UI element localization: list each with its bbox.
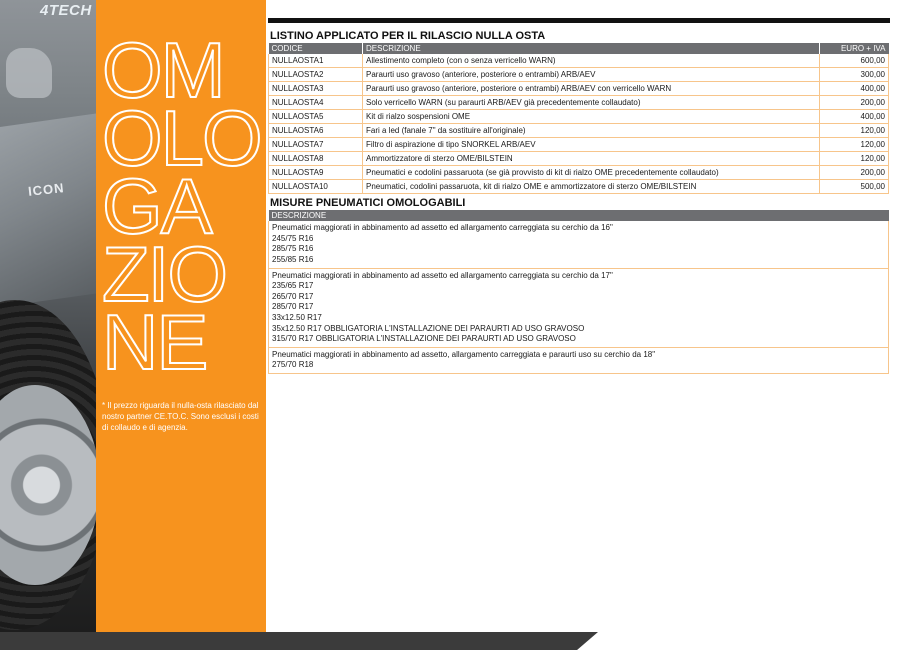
- cell-prezzo: 600,00: [820, 54, 889, 68]
- price-footnote: * Il prezzo riguarda il nulla-osta rilasciato dal nostro partner CE.TO.C. Sono esclusi i costi di collaudo e di agenzia.: [102, 401, 259, 432]
- cell-prezzo: 200,00: [820, 166, 889, 180]
- heading-line: OM: [102, 26, 224, 114]
- cell-codice: NULLAOSTA9: [269, 166, 363, 180]
- tyre-size-line: 35x12.50 R17 OBBLIGATORIA L'INSTALLAZIONE DEI PARAURTI AD USO GRAVOSO: [272, 323, 585, 333]
- tyre-size-line: 255/85 R16: [272, 255, 314, 265]
- tyre-size-line: 275/70 R18: [272, 360, 314, 370]
- tyre-size-line: Pneumatici maggiorati in abbinamento ad assetto, allargamento carreggiata e paraurti uso su cerchio da 18": [272, 349, 656, 359]
- cell-codice: NULLAOSTA4: [269, 96, 363, 110]
- table-row: [269, 152, 889, 166]
- cell-descrizione: Filtro di aspirazione di tipo SNORKEL ARB/AEV: [363, 138, 820, 152]
- main-content: [268, 27, 889, 374]
- column-header-euro-iva: EURO + IVA: [820, 43, 889, 54]
- cell-codice: NULLAOSTA1: [269, 54, 363, 68]
- cell-descrizione: Paraurti uso gravoso (anteriore, posteriore o entrambi) ARB/AEV con verricello WARN: [363, 82, 820, 96]
- table-row: [269, 221, 889, 268]
- table-row: [269, 347, 889, 373]
- tyre-size-line: Pneumatici maggiorati in abbinamento ad assetto ed allargamento carreggiata su cerchio da 17": [272, 270, 613, 280]
- bottom-dark-strip: [0, 632, 598, 650]
- tyre-size-line: 315/70 R17 OBBLIGATORIA L'INSTALLAZIONE DEI PARAURTI AD USO GRAVOSO: [272, 334, 576, 344]
- listino-body: [269, 54, 889, 194]
- cell-codice: NULLAOSTA5: [269, 110, 363, 124]
- table-row: [269, 82, 889, 96]
- heading-line: ZIO: [102, 230, 226, 318]
- cell-codice: NULLAOSTA2: [269, 68, 363, 82]
- tyre-size-line: 245/75 R16: [272, 233, 314, 243]
- cell-descrizione: Pneumatici e codolini passaruota (se già provvisto di kit di rialzo OME precedentemente collaudato): [363, 166, 820, 180]
- cell-prezzo: 400,00: [820, 82, 889, 96]
- cell-codice: NULLAOSTA3: [269, 82, 363, 96]
- tyre-size-line: 33x12.50 R17: [272, 313, 322, 323]
- table-row: [269, 138, 889, 152]
- table-row: [269, 96, 889, 110]
- cell-codice: NULLAOSTA6: [269, 124, 363, 138]
- table-row: [269, 180, 889, 194]
- table-row: [269, 68, 889, 82]
- cell-descrizione: Fari a led (fanale 7" da sostituire all'originale): [363, 124, 820, 138]
- column-header-codice: CODICE: [269, 43, 363, 54]
- misure-body: [269, 221, 889, 373]
- misure-table: [268, 210, 889, 374]
- tyre-size-line: 285/75 R16: [272, 244, 314, 254]
- tyre-size-line: 235/65 R17: [272, 281, 314, 291]
- column-header-descrizione: DESCRIZIONE: [269, 210, 889, 221]
- cell-descrizione: Ammortizzatore di sterzo OME/BILSTEIN: [363, 152, 820, 166]
- cell-misure: [269, 221, 889, 268]
- tyre-size-line: Pneumatici maggiorati in abbinamento ad assetto ed allargamento carreggiata su cerchio da 16": [272, 223, 613, 233]
- cell-misure: [269, 347, 889, 373]
- table-row: [269, 110, 889, 124]
- cell-misure: [269, 268, 889, 347]
- cell-prezzo: 120,00: [820, 124, 889, 138]
- jeep-photo: [0, 0, 96, 650]
- misure-title: MISURE PNEUMATICI OMOLOGABILI: [270, 197, 466, 210]
- cell-codice: NULLAOSTA7: [269, 138, 363, 152]
- photo-badge-text: ICON: [27, 180, 66, 199]
- vehicle-hood-shape: [0, 112, 96, 309]
- cell-descrizione: Allestimento completo (con o senza verricello WARN): [363, 54, 820, 68]
- photo-brand-text: 4TECH: [40, 2, 92, 19]
- listino-title: LISTINO APPLICATO PER IL RILASCIO NULLA OSTA: [270, 30, 546, 42]
- heading-line: GA: [102, 162, 211, 250]
- hood-decal-shape: [6, 48, 52, 98]
- cell-codice: NULLAOSTA8: [269, 152, 363, 166]
- tyre-size-line: 265/70 R17: [272, 291, 314, 301]
- cell-prezzo: 120,00: [820, 152, 889, 166]
- omologazione-heading: [102, 26, 261, 386]
- cell-descrizione: Paraurti uso gravoso (anteriore, posteriore o entrambi) ARB/AEV: [363, 68, 820, 82]
- column-header-descrizione: DESCRIZIONE: [363, 43, 820, 54]
- cell-prezzo: 120,00: [820, 138, 889, 152]
- cell-prezzo: 500,00: [820, 180, 889, 194]
- listino-table: [268, 43, 889, 194]
- cell-descrizione: Kit di rialzo sospensioni OME: [363, 110, 820, 124]
- table-row: [269, 166, 889, 180]
- table-row: [269, 268, 889, 347]
- orange-band: [96, 0, 266, 632]
- heading-line: OLO: [102, 94, 261, 182]
- tyre-size-line: 285/70 R17: [272, 302, 314, 312]
- heading-line: NE: [102, 298, 207, 386]
- top-black-bar: [268, 18, 890, 23]
- cell-prezzo: 200,00: [820, 96, 889, 110]
- cell-descrizione: Solo verricello WARN (su paraurti ARB/AEV già precedentemente collaudato): [363, 96, 820, 110]
- cell-prezzo: 300,00: [820, 68, 889, 82]
- table-row: [269, 124, 889, 138]
- cell-descrizione: Pneumatici, codolini passaruota, kit di rialzo OME e ammortizzatore di sterzo OME/BILSTEIN: [363, 180, 820, 194]
- table-row: [269, 54, 889, 68]
- cell-codice: NULLAOSTA10: [269, 180, 363, 194]
- cell-prezzo: 400,00: [820, 110, 889, 124]
- misure-header-row: [269, 210, 889, 221]
- listino-header-row: [269, 43, 889, 54]
